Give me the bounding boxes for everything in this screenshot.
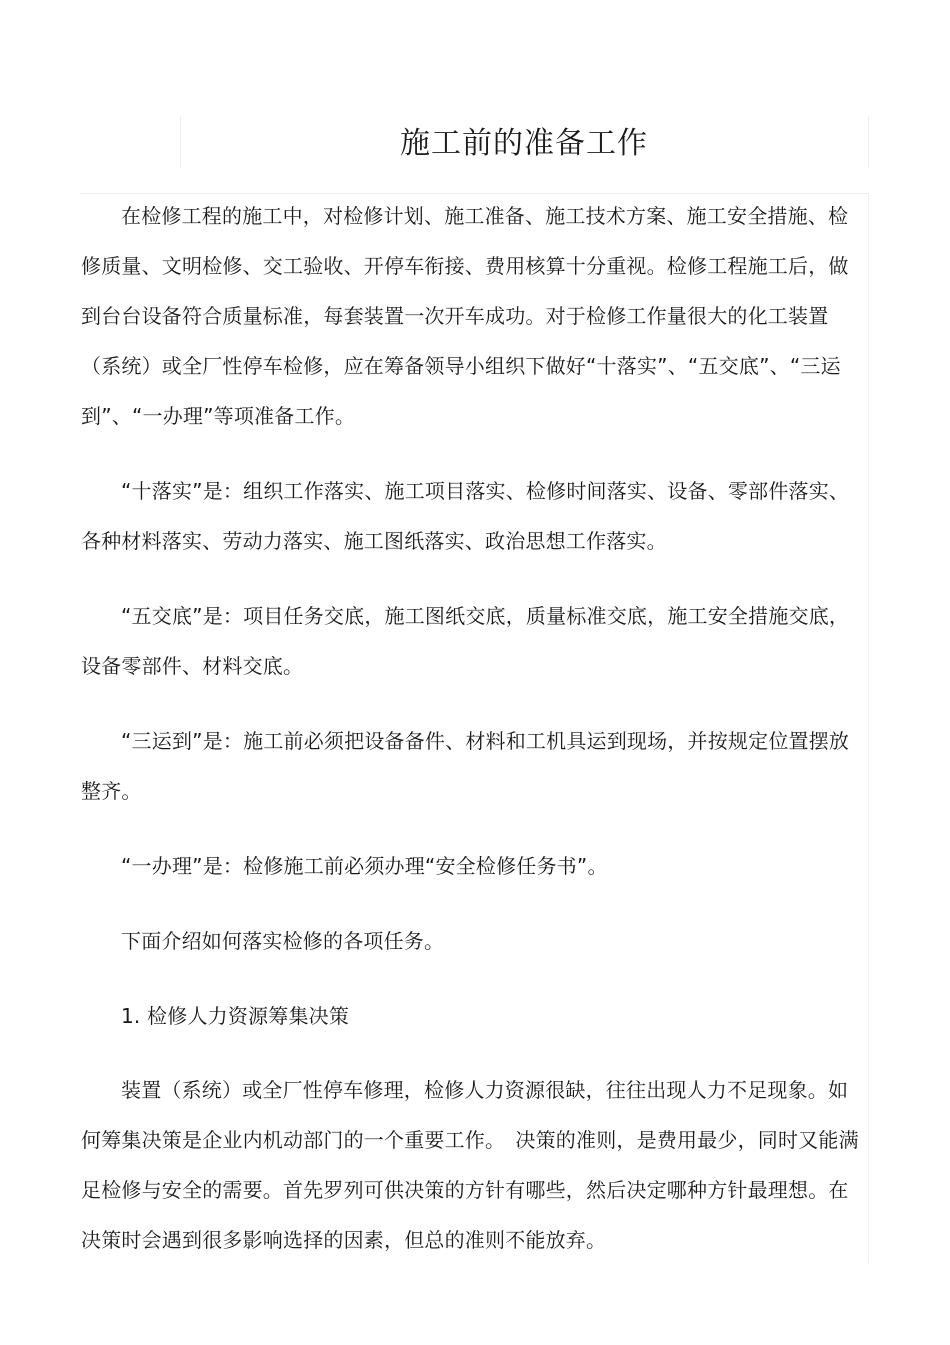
five-briefings-paragraph: “五交底”是：项目任务交底，施工图纸交底，质量标准交底，施工安全措施交底，设备零部件、材料交底。 xyxy=(81,604,850,678)
introduction-sentence: 下面介绍如何落实检修的各项任务。 xyxy=(121,929,445,953)
body-frame-right-rule xyxy=(868,193,869,1263)
title-frame-right-rule xyxy=(868,116,869,168)
document-title: 施工前的准备工作 xyxy=(400,126,648,161)
section-heading-1: 1. 检修人力资源筹集决策 xyxy=(121,1004,350,1028)
ten-implementations-paragraph: “十落实”是：组织工作落实、施工项目落实、检修时间落实、设备、零部件落实、各种材料落实、劳动力落实、施工图纸落实、政治思想工作落实。 xyxy=(81,479,850,553)
one-procedure-paragraph: “一办理”是：检修施工前必须办理“安全检修任务书”。 xyxy=(121,854,608,878)
three-deliveries-paragraph: “三运到”是：施工前必须把设备备件、材料和工机具运到现场，并按规定位置摆放整齐。 xyxy=(81,729,850,803)
intro-paragraph: 在检修工程的施工中，对检修计划、施工准备、施工技术方案、施工安全措施、检修质量、文明检修、交工验收、开停车衔接、费用核算十分重视。检修工程施工后，做到台台设备符合质量标准，每套装置一次开车成功。对于检修工作量很大的化工装置（系统）或全厂性停车检修，应在筹备领导小组织下做好“十落实”、“五交底”、“三运到”、“一办理”等项准备工作。 xyxy=(81,204,849,428)
manpower-decision-paragraph: 装置（系统）或全厂性停车修理，检修人力资源很缺，往往出现人力不足现象。如何筹集决策是企业内机动部门的一个重要工作。 决策的准则，是费用最少，同时又能满足检修与安全的需要。首先罗列可供决策的方针有哪些，然后决定哪种方针最理想。在决策时会遇到很多影响选择的因素，但总的准则不能放弃。 xyxy=(81,1078,859,1252)
